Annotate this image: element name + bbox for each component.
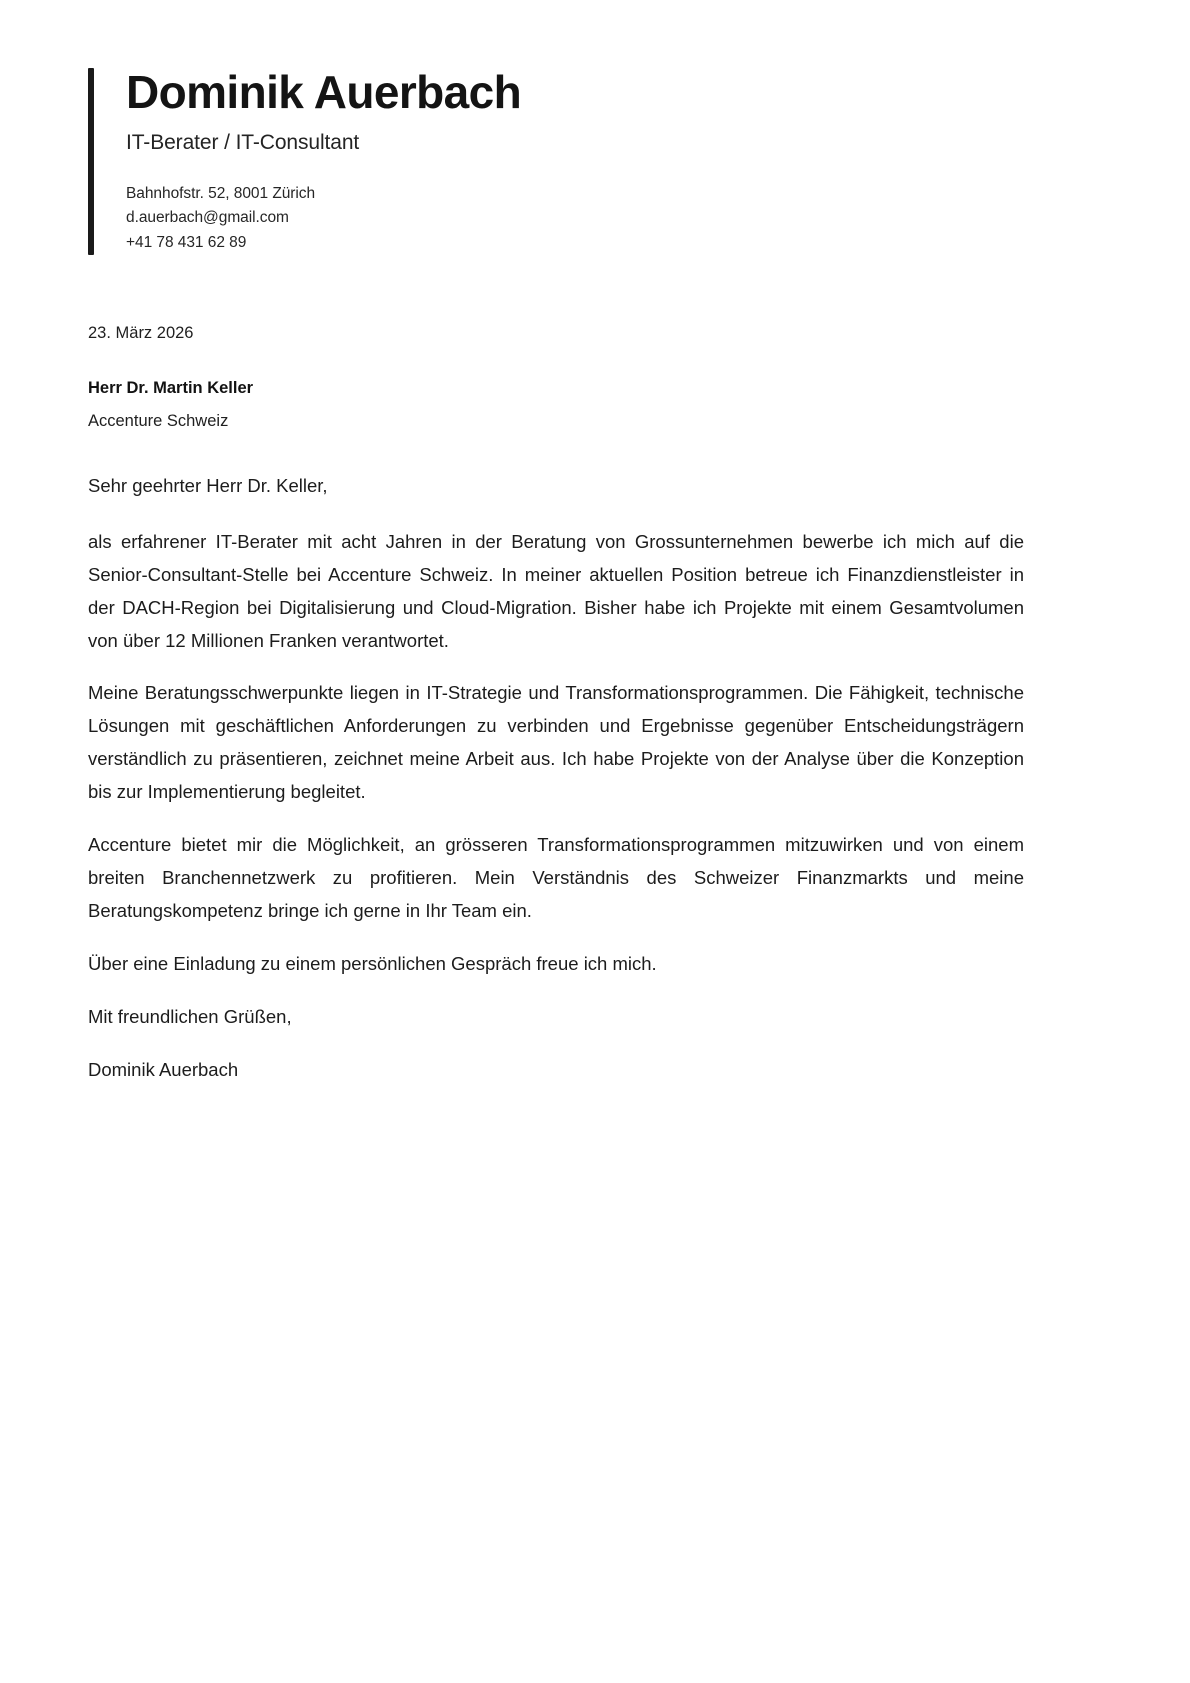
body-paragraph-2: Meine Beratungsschwerpunkte liegen in IT-Strategie und Transformationsprogrammen. Die Fähigkeit, technische Lösungen mit geschäftlichen Anforderungen zu verbinden und Ergebnisse gegenüber Entscheidungsträgern verständlich zu präsentieren, zeichnet meine Arbeit aus. Ich habe Projekte von der Analyse über die Konzeption bis zur Implementierung begleitet.	[88, 682, 1024, 803]
body-paragraph-1: als erfahrener IT-Berater mit acht Jahren in der Beratung von Grossunternehmen bewerbe ich mich auf die Senior-Consultant-Stelle bei Accenture Schweiz. In meiner aktuellen Position betreue ich Finanzdienstleister in der DACH-Region bei Digitalisierung und Cloud-Migration. Bisher habe ich Projekte mit einem Gesamtvolumen von über 12 Millionen Franken verantwortet.	[88, 530, 1024, 651]
body-paragraph-3: Accenture bietet mir die Möglichkeit, an grösseren Transformationsprogrammen mitzuwirken und von einem breiten Branchennetzwerk zu profitieren. Mein Verständnis des Schweizer Finanzmarkts und meine Beratungskompetenz bringe ich gerne in Ihr Team ein.	[88, 834, 1024, 921]
body-paragraph-4: Über eine Einladung zu einem persönlichen Gespräch freue ich mich.	[88, 952, 657, 974]
letter-body	[88, 472, 1024, 1087]
recipient-name: Herr Dr. Martin Keller	[88, 379, 254, 398]
contact-email: d.auerbach@gmail.com	[126, 209, 289, 227]
applicant-job-title: IT-Berater / IT-Consultant	[126, 130, 360, 154]
signature-name: Dominik Auerbach	[88, 1058, 239, 1080]
applicant-name: Dominik Auerbach	[126, 66, 522, 118]
closing-greeting: Mit freundlichen Grüßen,	[88, 1005, 292, 1027]
contact-address: Bahnhofstr. 52, 8001 Zürich	[126, 184, 316, 202]
letterhead	[88, 68, 1048, 255]
salutation: Sehr geehrter Herr Dr. Keller,	[88, 475, 328, 496]
letter-date: 23. März 2026	[88, 324, 194, 342]
letterhead-content	[94, 68, 1048, 255]
recipient-company: Accenture Schweiz	[88, 412, 229, 431]
contact-phone: +41 78 431 62 89	[126, 233, 247, 251]
letter-meta	[88, 322, 1028, 434]
